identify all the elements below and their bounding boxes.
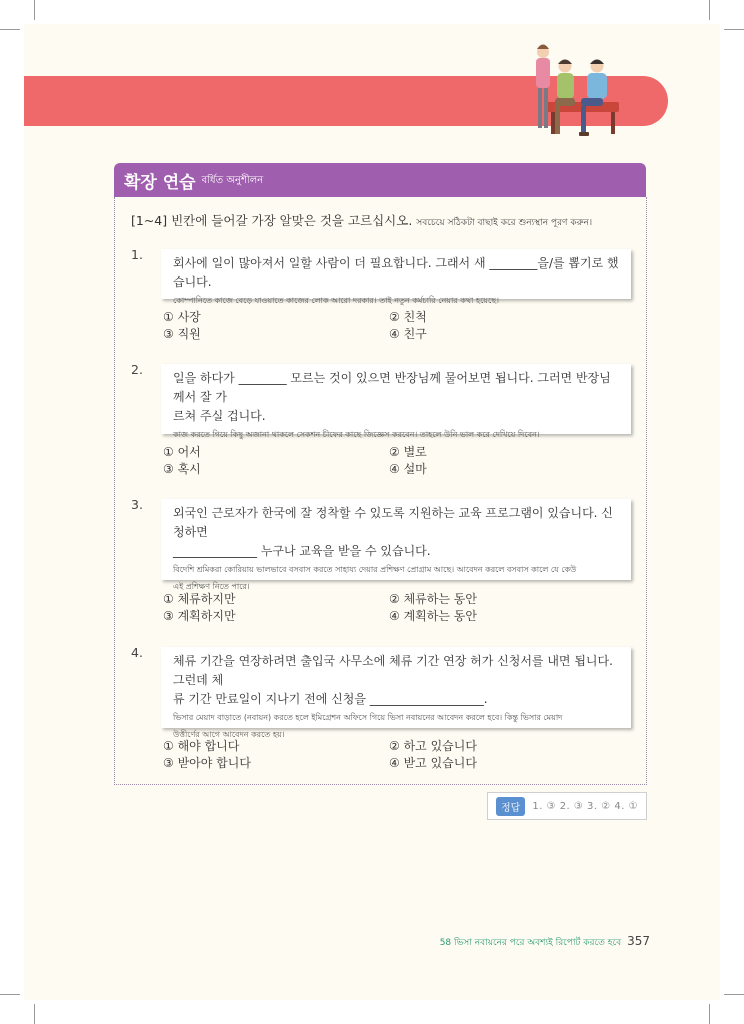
question-number: 2. — [131, 362, 143, 377]
option[interactable]: ② 체류하는 동안 — [389, 592, 477, 606]
question-bengali: ভিসার মেয়াদ বাড়াতে (নবায়ন) করতে হলে ইমিগ্রেশন অফিসে গিয়ে ভিসা নবায়নের আবেদন করলে হবে। কিন্তু ভিসার মেয়াদ — [173, 713, 563, 722]
question-korean: 회사에 일이 많아져서 일할 사람이 더 필요합니다. 그래서 새 ________을/를 뽑기로 했습니다. — [173, 256, 619, 289]
question-card — [161, 647, 631, 739]
question-card — [161, 364, 631, 439]
question-korean: ______________ 누구나 교육을 받을 수 있습니다. — [173, 544, 431, 558]
question-bengali: কোম্পানিতে কাজে বেড়ে যাওয়াতে কাজের লোক আরো দরকার। তাই নতুন কর্মচারি নেয়ার কথা হয়েছে। — [173, 296, 499, 305]
answer-key — [487, 792, 647, 820]
option[interactable]: ③ 직원 — [163, 327, 201, 341]
question-number: 4. — [131, 645, 143, 660]
option[interactable]: ① 어서 — [163, 445, 201, 459]
chapter-title: 58 ভিসা নবায়নের পরে অবশ্যই রিপোর্ট করতে হবে — [439, 938, 622, 948]
crop-mark — [709, 1004, 710, 1024]
people-illustration — [525, 40, 625, 145]
section-title: 확장 연습 — [124, 172, 196, 193]
question-korean: 르쳐 주실 겁니다. — [173, 409, 266, 423]
option[interactable]: ① 사장 — [163, 310, 201, 324]
question-korean: 체류 기간을 연장하려면 출입국 사무소에 체류 기간 연장 허가 신청서를 내면 됩니다. 그런데 체 — [173, 654, 613, 687]
crop-mark — [0, 29, 20, 30]
crop-mark — [724, 29, 744, 30]
instruction — [131, 211, 592, 230]
question-bengali: বিদেশি শ্রমিকরা কোরিয়ায় ভালভাবে বসবাস করতে সাহায্য দেয়ার প্রশিক্ষণ প্রোগ্রাম আছে। আবেদন করলে বসবাস কালে যে কেউ — [173, 565, 577, 574]
option[interactable]: ① 해야 합니다 — [163, 739, 240, 753]
option[interactable]: ③ 받아야 합니다 — [163, 756, 251, 770]
page-footer — [440, 934, 650, 950]
option[interactable]: ③ 계획하지만 — [163, 609, 236, 623]
option[interactable]: ① 체류하지만 — [163, 592, 236, 606]
question-card — [161, 499, 631, 591]
page-number: 357 — [627, 934, 650, 948]
option[interactable]: ③ 혹시 — [163, 462, 201, 476]
crop-mark — [709, 0, 710, 20]
question-korean: 외국인 근로자가 한국에 잘 정착할 수 있도록 지원하는 교육 프로그램이 있습니다. 신청하면 — [173, 506, 613, 539]
question-korean: 일을 하다가 ________ 모르는 것이 있으면 반장님께 물어보면 됩니다. 그러면 반장님께서 잘 가 — [173, 371, 611, 404]
question-korean: 류 기간 만료일이 지나기 전에 신청을 ___________________. — [173, 692, 488, 706]
question-card — [161, 249, 631, 305]
section-header — [114, 163, 646, 197]
question-bengali: কাজ করতে গিয়ে কিছু অজানা থাকলে সেকশন চীফের কাছে জিজ্ঞেস করবেন। তাহলে উনি ভাল করে দেখিয়ে দিবেন। — [173, 430, 540, 439]
option[interactable]: ② 별로 — [389, 445, 427, 459]
instruction-korean: [1~4] 빈칸에 들어갈 가장 알맞은 것을 고르십시오. — [131, 213, 413, 228]
option[interactable]: ② 하고 있습니다 — [389, 739, 477, 753]
crop-mark — [724, 994, 744, 995]
question-bengali: এই প্রশিক্ষণ নিতে পারে। — [173, 582, 250, 591]
option[interactable]: ④ 계획하는 동안 — [389, 609, 477, 623]
crop-mark — [0, 994, 20, 995]
crop-mark — [34, 1004, 35, 1024]
section-subtitle: বর্ধিত অনুশীলন — [201, 175, 264, 186]
question-number: 3. — [131, 497, 143, 512]
option[interactable]: ④ 친구 — [389, 327, 427, 341]
instruction-bengali: সবচেয়ে সঠিকটা বাছাই করে শুন্যস্থান পূরণ করুন। — [416, 218, 593, 228]
crop-mark — [34, 0, 35, 20]
option[interactable]: ④ 받고 있습니다 — [389, 756, 477, 770]
option[interactable]: ② 친척 — [389, 310, 427, 324]
question-number: 1. — [131, 247, 143, 262]
option[interactable]: ④ 설마 — [389, 462, 427, 476]
question-bengali: উত্তীর্ণের আগে আবেদন করতে হয়। — [173, 730, 285, 739]
answer-label: 정답 — [496, 797, 525, 816]
answer-text: 1. ③ 2. ③ 3. ② 4. ① — [532, 800, 639, 812]
